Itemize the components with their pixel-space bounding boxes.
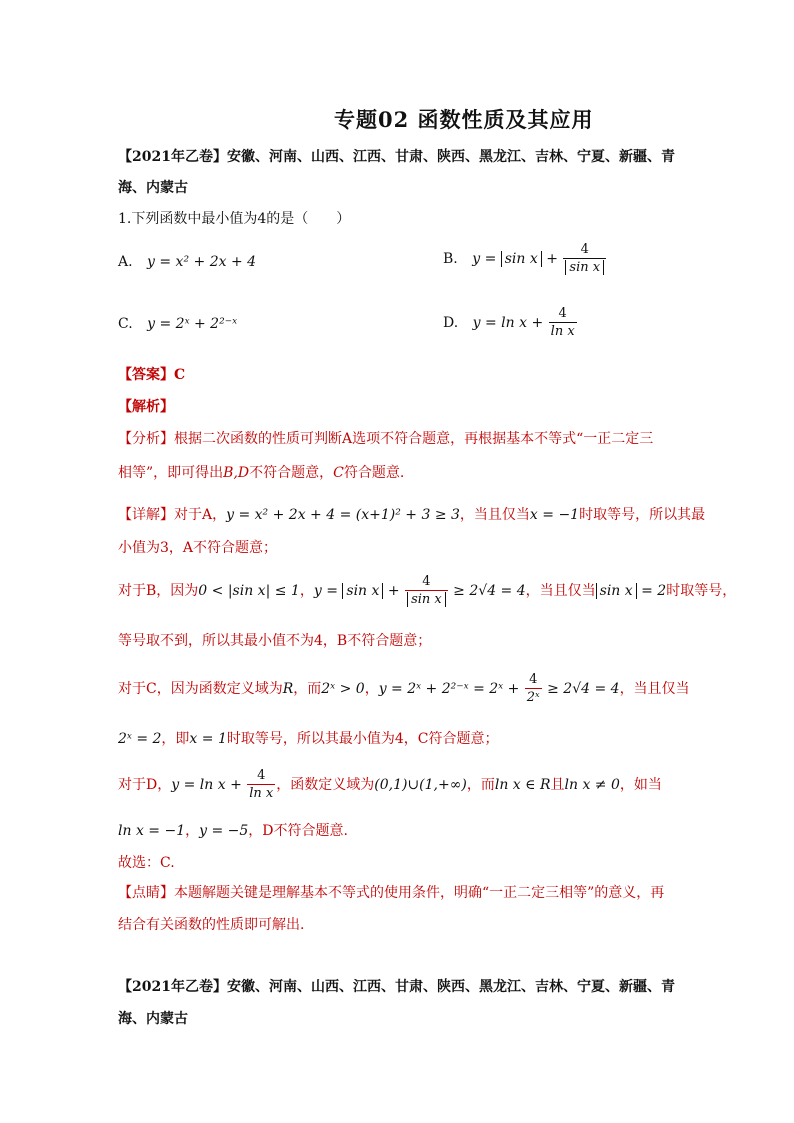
detail-d-line1 [118,768,662,802]
detail-b-lhs: y = [313,583,343,599]
option-b-label: B. [443,251,458,267]
detail-d-line2-a: ln x = −1 [118,823,186,839]
source2-cont: 海、内蒙古 [118,1011,188,1027]
detail-b-eq-abs: sin x [596,583,637,599]
option-b-den: sin x [565,260,604,275]
option-d-label: D. [443,315,459,331]
detail-c-p1: 对于C，因为函数定义域为 [118,681,283,697]
detail-c-line2 [118,728,498,748]
question-text: 1.下列函数中最小值为4的是（ ） [118,211,351,227]
detail-d-p1: 对于D， [118,777,172,793]
detail-c-line2-b: ，即 [161,731,190,747]
detail-c-expr1: y = 2ˣ + 2²⁻ˣ = 2ˣ + [378,681,524,697]
detail-c-line2-c: x = 1 [189,731,227,747]
source-label-cont: 海、内蒙古 [118,180,188,196]
detail-d-fraction [247,768,275,802]
detail-d-p2: ，函数定义域为 [276,777,375,793]
detail-b-p4: 时取等号， [666,583,737,599]
option-c-expr: y = 2ˣ + 2²⁻ˣ [147,316,238,332]
detail-a-line1 [118,504,705,524]
detail-b-rhs: ≥ 2√4 = 4 [448,583,526,599]
option-b-abs: sin x [501,251,542,267]
detail-b-p1: 对于B，因为 [118,583,199,599]
option-c [118,316,237,332]
detail-c-p2: ，而 [293,681,322,697]
conclusion: 故选：C. [118,855,175,871]
detail-b-line1 [118,574,736,608]
option-b-lhs: y = [472,251,501,267]
option-b-plus: + [541,251,563,267]
detail-a-line2: 小值为3，A不符合题意； [118,540,278,556]
source-label [118,146,675,166]
option-b-fraction [563,242,606,276]
detail-d-den: ln x [249,786,274,801]
detail-a-p3: 时取等号，所以其最 [579,507,706,523]
detail-a-cond: x = −1 [529,507,580,523]
detail-b-p2: ， [299,583,314,599]
option-a [118,254,256,270]
detail-c-den: 2ˣ [526,690,540,705]
fenxi-line2 [118,462,404,482]
detail-b-abs: sin x [342,583,383,599]
source2-label: 【2021年乙卷】安徽、河南、山西、江西、甘肃、陕西、黑龙江、吉林、宁夏、新疆、青 [118,979,675,995]
fenxi-text-a: 相等”，即可得出 [118,465,224,481]
answer: 【答案】C [118,367,186,383]
option-d-den: ln x [550,324,575,339]
detail-d-line2-d: ，D不符合题意. [248,823,348,839]
fenxi-text-e: 符合题意. [343,465,405,481]
detail-c-expr2: ≥ 2√4 = 4 [542,681,620,697]
detail-c-line2-d: 时取等号，所以其最小值为4，C符合题意； [226,731,499,747]
detail-d-lhs: y = ln x + [171,777,247,793]
detail-d-num: 4 [257,768,266,783]
detail-b-fraction [405,574,448,608]
dianjing-line2: 结合有关函数的性质即可解出. [118,917,305,933]
detail-c-p4: ，当且仅当 [619,681,690,697]
detail-c-cond: 2ˣ > 0 [321,681,365,697]
source-label-text: 【2021年乙卷】安徽、河南、山西、江西、甘肃、陕西、黑龙江、吉林、宁夏、新疆、青 [118,149,675,165]
option-d-num: 4 [558,306,567,321]
detail-b-eq-rhs: = 2 [636,583,667,599]
detail-d-cond: ln x ∈ R [494,777,551,793]
detail-a-p1: 【详解】对于A， [118,507,227,523]
fenxi-math-c: C [333,465,344,481]
page-title: 专题02 函数性质及其应用 [334,107,594,132]
detail-c-fraction [525,672,542,706]
fenxi-text-c: 不符合题意， [249,465,334,481]
detail-b-plus: + [383,583,405,599]
detail-d-p3: ，而 [466,777,495,793]
fenxi-line1: 【分析】根据二次函数的性质可判断A选项不符合题意，再根据基本不等式“一正二定三 [118,431,654,447]
detail-d-line2 [118,820,348,840]
option-d [443,306,578,340]
detail-a-p2: ，当且仅当 [459,507,530,523]
detail-c-line1 [118,672,690,706]
option-a-label: A. [118,254,133,270]
detail-d-p4: 且 [550,777,565,793]
detail-c-p3: ， [364,681,379,697]
analysis-header: 【解析】 [118,399,174,415]
option-b-num: 4 [580,242,589,257]
option-b [443,242,607,276]
option-a-expr: y = x² + 2x + 4 [147,254,257,270]
detail-b-num: 4 [422,574,431,589]
detail-a-expr: y = x² + 2x + 4 = (x+1)² + 3 ≥ 3 [226,507,460,523]
detail-c-line2-a: 2ˣ = 2 [118,731,162,747]
fenxi-math-bd: B,D [223,465,250,481]
detail-b-cond: 0 < |sin x| ≤ 1 [198,583,300,599]
detail-c-r: R [282,681,294,697]
detail-b-p3: ，当且仅当 [525,583,596,599]
option-d-lhs: y = ln x + [472,315,548,331]
detail-d-domain: (0,1)∪(1,+∞) [374,777,467,793]
detail-d-line2-c: y = −5 [199,823,249,839]
detail-c-num: 4 [529,672,538,687]
detail-d-line2-b: ， [185,823,200,839]
option-d-fraction [549,306,577,340]
option-c-label: C. [118,316,133,332]
detail-d-p5: ，如当 [619,777,662,793]
detail-b-den: sin x [407,592,446,607]
detail-b-line2: 等号取不到，所以其最小值不为4，B不符合题意； [118,633,432,649]
detail-d-cond2: ln x ≠ 0 [564,777,620,793]
dianjing-line1: 【点睛】本题解题关键是理解基本不等式的使用条件，明确“一正二定三相等”的意义，再 [118,885,665,901]
